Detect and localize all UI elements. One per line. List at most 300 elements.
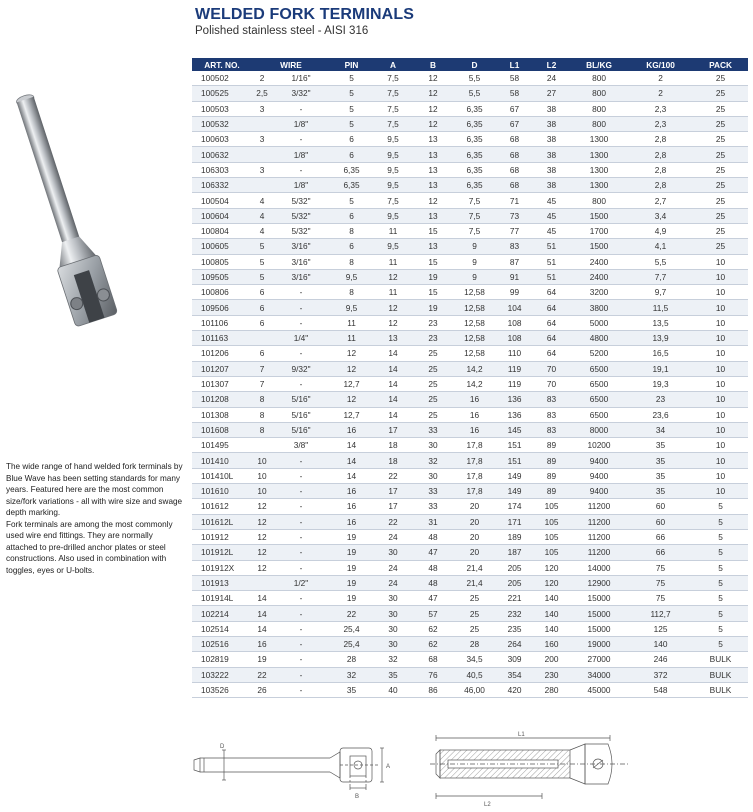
cell-pack: 5 <box>693 575 748 590</box>
cell-bl-kg: 2400 <box>570 269 628 284</box>
cell-kg-100: 19,1 <box>628 361 693 376</box>
cell-bl-kg: 5000 <box>570 315 628 330</box>
cell-wire-inch: - <box>272 621 330 636</box>
cell-l1: 87 <box>496 254 533 269</box>
cell-l1: 68 <box>496 178 533 193</box>
cell-l1: 110 <box>496 346 533 361</box>
cell-pin: 5 <box>330 193 373 208</box>
cell-l1: 58 <box>496 71 533 86</box>
cell-b: 25 <box>413 392 453 407</box>
table-row <box>192 514 748 529</box>
cell-d: 12,58 <box>453 285 496 300</box>
cell-wire-mm: 14 <box>252 591 272 606</box>
cell-pack: 10 <box>693 285 748 300</box>
cell-kg-100: 4,9 <box>628 223 693 238</box>
cell-pin: 12,7 <box>330 407 373 422</box>
table-row <box>192 499 748 514</box>
cell-l1: 205 <box>496 560 533 575</box>
cell-pack: 25 <box>693 147 748 162</box>
table-row <box>192 101 748 116</box>
cell-l2: 45 <box>533 193 570 208</box>
cell-a: 32 <box>373 652 413 667</box>
table-row <box>192 422 748 437</box>
cell-a: 7,5 <box>373 193 413 208</box>
cell-wire-mm <box>252 575 272 590</box>
cell-wire-inch: 1/8" <box>272 147 330 162</box>
cell-kg-100: 2,7 <box>628 193 693 208</box>
cell-d: 20 <box>453 499 496 514</box>
cell-a: 11 <box>373 223 413 238</box>
cell-d: 20 <box>453 545 496 560</box>
cell-wire-mm: 8 <box>252 392 272 407</box>
cell-l1: 171 <box>496 514 533 529</box>
table-row <box>192 575 748 590</box>
cell-a: 17 <box>373 499 413 514</box>
cell-art-no: 101206 <box>192 346 252 361</box>
cell-l2: 120 <box>533 560 570 575</box>
cell-kg-100: 2 <box>628 71 693 86</box>
cell-bl-kg: 9400 <box>570 453 628 468</box>
cell-pin: 25,4 <box>330 636 373 651</box>
cell-d: 16 <box>453 407 496 422</box>
cell-b: 12 <box>413 116 453 131</box>
cell-art-no: 101208 <box>192 392 252 407</box>
cell-l2: 51 <box>533 269 570 284</box>
cell-wire-mm: 12 <box>252 514 272 529</box>
cell-kg-100: 2,8 <box>628 132 693 147</box>
cell-wire-mm: 12 <box>252 545 272 560</box>
cell-kg-100: 34 <box>628 422 693 437</box>
cell-l2: 64 <box>533 331 570 346</box>
cell-kg-100: 75 <box>628 591 693 606</box>
cell-l1: 119 <box>496 361 533 376</box>
cell-wire-mm: 12 <box>252 560 272 575</box>
cell-wire-mm: 4 <box>252 208 272 223</box>
cell-pin: 16 <box>330 484 373 499</box>
cell-pack: 10 <box>693 361 748 376</box>
cell-pin: 16 <box>330 499 373 514</box>
cell-pack: 5 <box>693 560 748 575</box>
cell-l2: 38 <box>533 178 570 193</box>
cell-pack: 10 <box>693 422 748 437</box>
cell-l2: 38 <box>533 162 570 177</box>
cell-wire-mm: 4 <box>252 223 272 238</box>
cell-b: 15 <box>413 285 453 300</box>
cell-a: 14 <box>373 361 413 376</box>
cell-d: 5,5 <box>453 86 496 101</box>
cell-pack: 25 <box>693 86 748 101</box>
cell-bl-kg: 3200 <box>570 285 628 300</box>
cell-b: 25 <box>413 361 453 376</box>
cell-pack: 5 <box>693 499 748 514</box>
cell-pin: 9,5 <box>330 300 373 315</box>
cell-art-no: 100632 <box>192 147 252 162</box>
table-row <box>192 545 748 560</box>
cell-kg-100: 23 <box>628 392 693 407</box>
cell-pin: 14 <box>330 453 373 468</box>
cell-b: 13 <box>413 132 453 147</box>
cell-pack: 25 <box>693 162 748 177</box>
table-row <box>192 254 748 269</box>
cell-bl-kg: 34000 <box>570 667 628 682</box>
cell-art-no: 100502 <box>192 71 252 86</box>
cell-art-no: 100504 <box>192 193 252 208</box>
cell-b: 86 <box>413 682 453 697</box>
cell-d: 7,5 <box>453 223 496 238</box>
table-row <box>192 285 748 300</box>
cell-wire-inch: 1/2" <box>272 575 330 590</box>
cell-b: 13 <box>413 178 453 193</box>
table-row <box>192 376 748 391</box>
cell-art-no: 101307 <box>192 376 252 391</box>
cell-a: 18 <box>373 438 413 453</box>
table-row <box>192 529 748 544</box>
cell-l2: 83 <box>533 422 570 437</box>
cell-a: 17 <box>373 422 413 437</box>
cell-kg-100: 16,5 <box>628 346 693 361</box>
cell-kg-100: 75 <box>628 560 693 575</box>
cell-wire-mm: 8 <box>252 407 272 422</box>
page-subtitle: Polished stainless steel - AISI 316 <box>195 25 369 37</box>
cell-l1: 187 <box>496 545 533 560</box>
table-row <box>192 361 748 376</box>
cell-l2: 89 <box>533 468 570 483</box>
cell-bl-kg: 9400 <box>570 484 628 499</box>
cell-wire-mm: 16 <box>252 636 272 651</box>
cell-pin: 19 <box>330 560 373 575</box>
cell-wire-inch: - <box>272 652 330 667</box>
cell-wire-mm: 6 <box>252 300 272 315</box>
cell-wire-inch: 3/16" <box>272 254 330 269</box>
cell-l2: 105 <box>533 514 570 529</box>
cell-wire-mm: 12 <box>252 529 272 544</box>
cell-b: 15 <box>413 254 453 269</box>
cell-pin: 28 <box>330 652 373 667</box>
cell-kg-100: 13,5 <box>628 315 693 330</box>
cell-pin: 8 <box>330 254 373 269</box>
cell-wire-mm <box>252 438 272 453</box>
table-header-row <box>192 58 748 71</box>
cell-art-no: 100525 <box>192 86 252 101</box>
cell-pin: 12 <box>330 346 373 361</box>
cell-d: 17,8 <box>453 484 496 499</box>
table-row <box>192 392 748 407</box>
cell-a: 11 <box>373 285 413 300</box>
cell-kg-100: 2,8 <box>628 162 693 177</box>
cell-b: 33 <box>413 422 453 437</box>
cell-l1: 235 <box>496 621 533 636</box>
cell-kg-100: 4,1 <box>628 239 693 254</box>
cell-l1: 264 <box>496 636 533 651</box>
cell-b: 13 <box>413 147 453 162</box>
cell-bl-kg: 800 <box>570 101 628 116</box>
cell-l1: 189 <box>496 529 533 544</box>
cell-l2: 51 <box>533 239 570 254</box>
cell-art-no: 101495 <box>192 438 252 453</box>
cell-wire-mm: 12 <box>252 499 272 514</box>
col-header-pin: PIN <box>330 58 373 71</box>
cell-bl-kg: 6500 <box>570 407 628 422</box>
spec-table <box>192 58 748 698</box>
cell-art-no: 106303 <box>192 162 252 177</box>
cell-l2: 38 <box>533 147 570 162</box>
cell-bl-kg: 800 <box>570 71 628 86</box>
cell-wire-mm: 8 <box>252 422 272 437</box>
cell-d: 6,35 <box>453 116 496 131</box>
cell-art-no: 100532 <box>192 116 252 131</box>
cell-wire-mm: 26 <box>252 682 272 697</box>
cell-art-no: 102516 <box>192 636 252 651</box>
cell-kg-100: 2,8 <box>628 147 693 162</box>
cell-l2: 64 <box>533 315 570 330</box>
cell-pin: 19 <box>330 575 373 590</box>
cell-wire-inch: - <box>272 285 330 300</box>
cell-l1: 354 <box>496 667 533 682</box>
cell-l1: 136 <box>496 392 533 407</box>
cell-d: 17,8 <box>453 453 496 468</box>
cell-d: 17,8 <box>453 468 496 483</box>
cell-wire-inch: - <box>272 346 330 361</box>
cell-bl-kg: 9400 <box>570 468 628 483</box>
cell-a: 9,5 <box>373 162 413 177</box>
table-row <box>192 223 748 238</box>
cell-kg-100: 3,4 <box>628 208 693 223</box>
cell-pin: 12,7 <box>330 376 373 391</box>
cell-wire-mm: 5 <box>252 269 272 284</box>
cell-kg-100: 246 <box>628 652 693 667</box>
cell-wire-mm: 7 <box>252 376 272 391</box>
cell-l1: 67 <box>496 116 533 131</box>
cell-pack: 10 <box>693 468 748 483</box>
cell-b: 76 <box>413 667 453 682</box>
cell-a: 14 <box>373 376 413 391</box>
page-title: WELDED FORK TERMINALS <box>195 6 414 23</box>
col-header-l2: L2 <box>533 58 570 71</box>
cell-bl-kg: 800 <box>570 116 628 131</box>
cell-d: 6,35 <box>453 132 496 147</box>
cell-wire-mm: 3 <box>252 101 272 116</box>
cell-bl-kg: 1300 <box>570 162 628 177</box>
cell-a: 22 <box>373 468 413 483</box>
cell-l2: 45 <box>533 223 570 238</box>
cell-d: 28 <box>453 636 496 651</box>
cell-b: 23 <box>413 315 453 330</box>
cell-pin: 14 <box>330 438 373 453</box>
cell-d: 12,58 <box>453 315 496 330</box>
cell-pin: 6,35 <box>330 178 373 193</box>
cell-wire-mm: 22 <box>252 667 272 682</box>
cell-kg-100: 548 <box>628 682 693 697</box>
cell-l2: 89 <box>533 484 570 499</box>
cell-kg-100: 2 <box>628 86 693 101</box>
col-header-art-no: ART. NO. <box>192 58 252 71</box>
cell-l1: 119 <box>496 376 533 391</box>
cell-kg-100: 60 <box>628 499 693 514</box>
cell-pack: BULK <box>693 667 748 682</box>
cell-pin: 8 <box>330 223 373 238</box>
cell-l1: 151 <box>496 438 533 453</box>
table-row <box>192 116 748 131</box>
cell-a: 7,5 <box>373 101 413 116</box>
cell-kg-100: 19,3 <box>628 376 693 391</box>
cell-kg-100: 2,8 <box>628 178 693 193</box>
cell-wire-mm: 10 <box>252 484 272 499</box>
cell-a: 35 <box>373 667 413 682</box>
cell-b: 13 <box>413 208 453 223</box>
cell-wire-inch: 5/32" <box>272 223 330 238</box>
cell-art-no: 101914L <box>192 591 252 606</box>
table-row <box>192 652 748 667</box>
cell-b: 12 <box>413 101 453 116</box>
cell-a: 12 <box>373 315 413 330</box>
cell-kg-100: 2,3 <box>628 101 693 116</box>
cell-pack: 10 <box>693 300 748 315</box>
cell-l1: 174 <box>496 499 533 514</box>
cell-l2: 24 <box>533 71 570 86</box>
cell-a: 30 <box>373 636 413 651</box>
cell-wire-inch: - <box>272 560 330 575</box>
cell-a: 30 <box>373 606 413 621</box>
table-row <box>192 667 748 682</box>
technical-drawing-section <box>430 730 640 808</box>
cell-l1: 205 <box>496 575 533 590</box>
table-row <box>192 162 748 177</box>
cell-bl-kg: 4800 <box>570 331 628 346</box>
cell-l2: 51 <box>533 254 570 269</box>
cell-wire-inch: 3/8" <box>272 438 330 453</box>
cell-art-no: 109506 <box>192 300 252 315</box>
table-row <box>192 86 748 101</box>
cell-l2: 64 <box>533 285 570 300</box>
cell-pack: 5 <box>693 621 748 636</box>
cell-b: 32 <box>413 453 453 468</box>
cell-pack: 25 <box>693 208 748 223</box>
cell-l1: 68 <box>496 147 533 162</box>
table-row <box>192 621 748 636</box>
cell-bl-kg: 15000 <box>570 606 628 621</box>
cell-b: 47 <box>413 545 453 560</box>
cell-art-no: 101912L <box>192 545 252 560</box>
table-row <box>192 147 748 162</box>
cell-bl-kg: 1700 <box>570 223 628 238</box>
cell-l2: 38 <box>533 116 570 131</box>
table-row <box>192 71 748 86</box>
cell-bl-kg: 27000 <box>570 652 628 667</box>
cell-a: 14 <box>373 407 413 422</box>
cell-l2: 89 <box>533 438 570 453</box>
cell-bl-kg: 5200 <box>570 346 628 361</box>
cell-art-no: 101207 <box>192 361 252 376</box>
col-header-b: B <box>413 58 453 71</box>
cell-art-no: 100603 <box>192 132 252 147</box>
cell-a: 30 <box>373 545 413 560</box>
cell-wire-mm: 6 <box>252 346 272 361</box>
cell-d: 40,5 <box>453 667 496 682</box>
cell-wire-inch: - <box>272 315 330 330</box>
cell-bl-kg: 11200 <box>570 529 628 544</box>
cell-pin: 5 <box>330 86 373 101</box>
cell-pack: 10 <box>693 376 748 391</box>
cell-art-no: 101410 <box>192 453 252 468</box>
table-row <box>192 300 748 315</box>
cell-art-no: 101912X <box>192 560 252 575</box>
table-row <box>192 346 748 361</box>
cell-pack: 5 <box>693 636 748 651</box>
cell-b: 31 <box>413 514 453 529</box>
cell-pack: 25 <box>693 178 748 193</box>
cell-d: 16 <box>453 392 496 407</box>
cell-bl-kg: 6500 <box>570 361 628 376</box>
cell-b: 62 <box>413 636 453 651</box>
cell-d: 20 <box>453 529 496 544</box>
table-row <box>192 239 748 254</box>
cell-pack: 10 <box>693 346 748 361</box>
cell-kg-100: 140 <box>628 636 693 651</box>
cell-pin: 19 <box>330 591 373 606</box>
cell-l1: 309 <box>496 652 533 667</box>
cell-l1: 149 <box>496 484 533 499</box>
cell-wire-mm: 3 <box>252 132 272 147</box>
cell-wire-inch: - <box>272 468 330 483</box>
cell-wire-inch: - <box>272 101 330 116</box>
cell-kg-100: 9,7 <box>628 285 693 300</box>
cell-pack: 25 <box>693 132 748 147</box>
cell-wire-inch: 5/32" <box>272 208 330 223</box>
cell-b: 33 <box>413 484 453 499</box>
cell-wire-mm: 5 <box>252 254 272 269</box>
cell-b: 19 <box>413 269 453 284</box>
cell-pack: 25 <box>693 71 748 86</box>
cell-pin: 6 <box>330 147 373 162</box>
cell-d: 12,58 <box>453 331 496 346</box>
cell-d: 7,5 <box>453 208 496 223</box>
cell-b: 68 <box>413 652 453 667</box>
cell-pack: 5 <box>693 514 748 529</box>
cell-art-no: 101106 <box>192 315 252 330</box>
cell-l2: 120 <box>533 575 570 590</box>
cell-l1: 68 <box>496 132 533 147</box>
cell-wire-inch: 5/32" <box>272 193 330 208</box>
cell-pin: 16 <box>330 422 373 437</box>
cell-pack: 10 <box>693 438 748 453</box>
table-row <box>192 606 748 621</box>
cell-art-no: 101912 <box>192 529 252 544</box>
cell-l2: 140 <box>533 591 570 606</box>
cell-kg-100: 75 <box>628 575 693 590</box>
table-row <box>192 407 748 422</box>
technical-drawing-side <box>190 738 400 808</box>
cell-l1: 68 <box>496 162 533 177</box>
table-row <box>192 315 748 330</box>
cell-l2: 160 <box>533 636 570 651</box>
cell-d: 20 <box>453 514 496 529</box>
cell-pack: 10 <box>693 315 748 330</box>
cell-l2: 140 <box>533 606 570 621</box>
cell-b: 48 <box>413 575 453 590</box>
cell-l2: 64 <box>533 346 570 361</box>
cell-a: 30 <box>373 621 413 636</box>
cell-pin: 22 <box>330 606 373 621</box>
cell-wire-mm: 3 <box>252 162 272 177</box>
cell-pack: 5 <box>693 545 748 560</box>
cell-d: 25 <box>453 621 496 636</box>
cell-bl-kg: 1300 <box>570 178 628 193</box>
cell-a: 7,5 <box>373 116 413 131</box>
cell-l1: 99 <box>496 285 533 300</box>
cell-wire-inch: 3/16" <box>272 269 330 284</box>
cell-wire-inch: 1/8" <box>272 116 330 131</box>
cell-b: 33 <box>413 499 453 514</box>
